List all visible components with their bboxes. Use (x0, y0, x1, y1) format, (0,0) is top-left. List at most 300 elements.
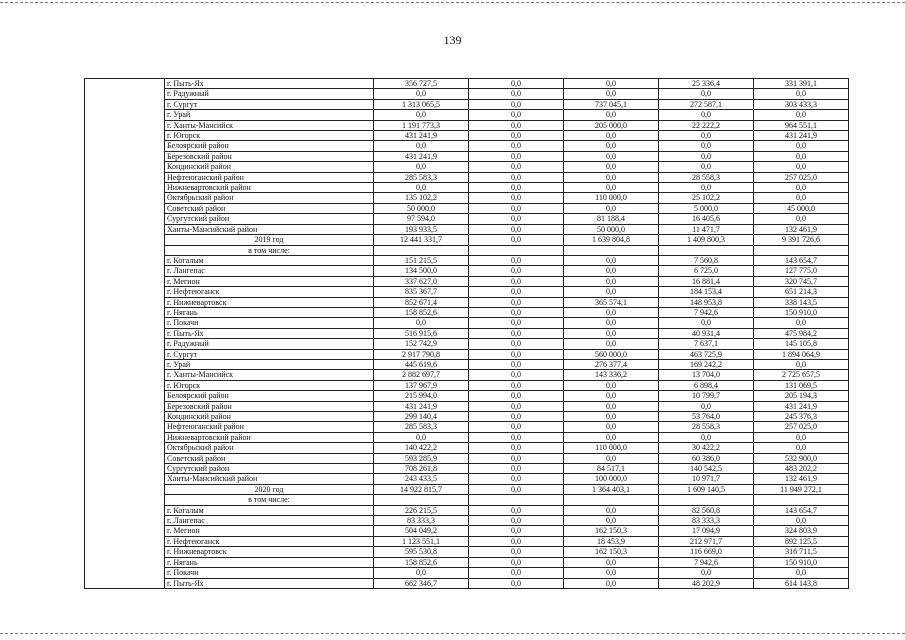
table-row (85, 183, 849, 193)
table-cell-v4: 0,0 (659, 401, 754, 411)
table-blank-cell (85, 547, 165, 557)
table-cell-v1: 593 285,9 (374, 453, 469, 463)
table-cell-v5: 257 025,0 (754, 422, 849, 432)
table-cell-v1: 445 619,6 (374, 359, 469, 369)
table-cell-name: Советский район (165, 453, 374, 463)
table-cell-v4: 0,0 (659, 131, 754, 141)
table-cell-v2: 0,0 (469, 162, 564, 172)
table-cell-v2: 0,0 (469, 484, 564, 494)
table-cell-v2: 0,0 (469, 526, 564, 536)
table-cell-v2: 0,0 (469, 120, 564, 130)
table-cell-name: г. Покачи (165, 568, 374, 578)
table-cell-v4: 11 471,7 (659, 224, 754, 234)
table-cell-name: г. Нефтеюганск (165, 287, 374, 297)
table-cell-v1: 431 241,9 (374, 151, 469, 161)
table-cell-v5: 0,0 (754, 516, 849, 526)
table-cell-v1: 0,0 (374, 432, 469, 442)
table-cell-v3: 0,0 (564, 141, 659, 151)
table-cell-v4: 28 558,3 (659, 172, 754, 182)
table-blank-cell (85, 183, 165, 193)
table-cell-name: Сургутский район (165, 214, 374, 224)
table-row (85, 318, 849, 328)
table-cell-v2: 0,0 (469, 474, 564, 484)
table-cell-v1: 151 215,5 (374, 255, 469, 265)
table-cell-v5: 0,0 (754, 183, 849, 193)
table-cell-v5: 324 803,9 (754, 526, 849, 536)
table-cell-v2: 0,0 (469, 255, 564, 265)
table-cell-v4: 7 942,6 (659, 307, 754, 317)
table-cell-v1: 0,0 (374, 110, 469, 120)
table-cell-v4: 1 409 800,3 (659, 235, 754, 245)
table-cell-v4: 0,0 (659, 432, 754, 442)
table-cell-v4: 17 094,9 (659, 526, 754, 536)
table-cell-v3: 737 045,1 (564, 99, 659, 109)
table-cell-v1: 516 915,6 (374, 328, 469, 338)
table-cell-v4: 212 971,7 (659, 536, 754, 546)
table-cell-v5: 131 069,5 (754, 380, 849, 390)
table-cell-v1: 14 922 815,7 (374, 484, 469, 494)
table-cell-v2: 0,0 (469, 224, 564, 234)
table-blank-cell (85, 422, 165, 432)
table-cell-v4: 0,0 (659, 141, 754, 151)
table-cell-v4: 5 000,0 (659, 203, 754, 213)
table-cell-v5: 132 461,9 (754, 224, 849, 234)
table-cell-v3: 0,0 (564, 380, 659, 390)
table-cell-name: г. Когалым (165, 505, 374, 515)
table-cell-v5: 614 143,8 (754, 578, 849, 588)
table-cell-name: Кондинский район (165, 412, 374, 422)
table-cell-v1: 708 261,8 (374, 464, 469, 474)
table-cell-name: г. Сургут (165, 99, 374, 109)
table-cell-v2: 0,0 (469, 557, 564, 567)
table-cell-v3: 0,0 (564, 89, 659, 99)
table-blank-cell (85, 110, 165, 120)
table-row (85, 203, 849, 213)
table-cell-v5: 431 241,9 (754, 401, 849, 411)
table-cell-v2: 0,0 (469, 380, 564, 390)
table-cell-v3: 162 150,3 (564, 526, 659, 536)
table-cell-v2: 0,0 (469, 464, 564, 474)
table-cell-v5: 2 725 657,5 (754, 370, 849, 380)
table-cell-v2: 0,0 (469, 297, 564, 307)
table-cell-v4: 53 764,0 (659, 412, 754, 422)
table-blank-cell (85, 79, 165, 89)
table-blank-cell (85, 349, 165, 359)
table-blank-cell (85, 536, 165, 546)
table-cell-v3: 84 517,1 (564, 464, 659, 474)
table-cell-name: 2020 год (165, 484, 374, 494)
table-cell-v3: 110 000,0 (564, 443, 659, 453)
table-cell-v3: 0,0 (564, 391, 659, 401)
table-row (85, 162, 849, 172)
table-cell-v4: 7 942,6 (659, 557, 754, 567)
table-cell-v4: 140 542,5 (659, 464, 754, 474)
table-cell-v1: 1 123 551,1 (374, 536, 469, 546)
table-cell-v2: 0,0 (469, 505, 564, 515)
table-cell-v4: 25 336,4 (659, 79, 754, 89)
table-blank-cell (85, 214, 165, 224)
table-cell-v4: 116 669,0 (659, 547, 754, 557)
table-cell-v5: 532 900,0 (754, 453, 849, 463)
table-cell-v4: 1 609 140,5 (659, 484, 754, 494)
table-cell-v2: 0,0 (469, 172, 564, 182)
table-cell-v1: 1 191 773,3 (374, 120, 469, 130)
table-row (85, 432, 849, 442)
table-cell-v2: 0,0 (469, 432, 564, 442)
table-cell-v1: 0,0 (374, 183, 469, 193)
table-blank-cell (85, 266, 165, 276)
table-cell-v5: 0,0 (754, 214, 849, 224)
table-cell-v4: 463 725,9 (659, 349, 754, 359)
table-cell-v4: 6 898,4 (659, 380, 754, 390)
table-blank-cell (85, 432, 165, 442)
table-cell-v5: 205 194,3 (754, 391, 849, 401)
table-cell-v1: 835 367,7 (374, 287, 469, 297)
table-blank-cell (85, 120, 165, 130)
table-cell-v2: 0,0 (469, 370, 564, 380)
table-cell-v5: 45 000,0 (754, 203, 849, 213)
table-cell-v3: 100 000,0 (564, 474, 659, 484)
table-cell-v4: 184 153,4 (659, 287, 754, 297)
table-cell-v2: 0,0 (469, 516, 564, 526)
table-cell-name: Кондинский район (165, 162, 374, 172)
table-cell-v4: 0,0 (659, 183, 754, 193)
table-cell-v4: 148 953,8 (659, 297, 754, 307)
table-cell-v2: 0,0 (469, 318, 564, 328)
table-blank-cell (85, 526, 165, 536)
table-cell-v4: 30 422,2 (659, 443, 754, 453)
table-row (85, 401, 849, 411)
table-cell-v3: 0,0 (564, 516, 659, 526)
table-cell-v5: 143 654,7 (754, 505, 849, 515)
table-cell-v3: 0,0 (564, 339, 659, 349)
table-cell-v5: 257 025,0 (754, 172, 849, 182)
table-cell-v2: 0,0 (469, 89, 564, 99)
table-cell-v4: 0,0 (659, 318, 754, 328)
table-cell-v5: 0,0 (754, 141, 849, 151)
table-cell-v4: 48 202,9 (659, 578, 754, 588)
table-cell-name: г. Нягань (165, 307, 374, 317)
table-cell-v5: 0,0 (754, 568, 849, 578)
table-row (85, 370, 849, 380)
table-blank-cell (85, 380, 165, 390)
table-cell-v4: 16 405,6 (659, 214, 754, 224)
table-cell-v2 (469, 245, 564, 255)
table-blank-cell (85, 162, 165, 172)
table-cell-name: Ханты-Мансийский район (165, 474, 374, 484)
table-cell-v1: 83 333,3 (374, 516, 469, 526)
table-cell-v3: 0,0 (564, 162, 659, 172)
table-cell-v5: 245 376,3 (754, 412, 849, 422)
table-cell-v1: 140 422,2 (374, 443, 469, 453)
table-cell-v5: 475 984,2 (754, 328, 849, 338)
table-cell-v4: 169 242,2 (659, 359, 754, 369)
table-row (85, 328, 849, 338)
table-cell-v3: 0,0 (564, 422, 659, 432)
table-row (85, 474, 849, 484)
table-row (85, 422, 849, 432)
table-cell-name: Октябрьский район (165, 193, 374, 203)
table-row (85, 131, 849, 141)
table-blank-cell (85, 391, 165, 401)
table-cell-v2: 0,0 (469, 79, 564, 89)
table-cell-name: г. Сургут (165, 349, 374, 359)
table-row (85, 120, 849, 130)
table-cell-v3: 0,0 (564, 110, 659, 120)
table-cell-v1: 215 994,0 (374, 391, 469, 401)
table-cell-v3: 0,0 (564, 131, 659, 141)
table-blank-cell (85, 245, 165, 255)
table-cell-name: Сургутский район (165, 464, 374, 474)
table-cell-v1: 0,0 (374, 162, 469, 172)
table-cell-v3: 0,0 (564, 172, 659, 182)
table-row (85, 557, 849, 567)
table-blank-cell (85, 516, 165, 526)
table-cell-v2: 0,0 (469, 536, 564, 546)
table-blank-cell (85, 484, 165, 494)
table-cell-v1: 243 433,5 (374, 474, 469, 484)
table-cell-v4: 13 704,0 (659, 370, 754, 380)
table-cell-v3: 560 000,0 (564, 349, 659, 359)
table-cell-v1: 662 346,7 (374, 578, 469, 588)
table-cell-v1: 595 530,8 (374, 547, 469, 557)
table-cell-v3: 0,0 (564, 401, 659, 411)
table-cell-v1: 0,0 (374, 89, 469, 99)
table-cell-name: Нефтеюганский район (165, 172, 374, 182)
table-cell-v3: 276 377,4 (564, 359, 659, 369)
table-cell-v2: 0,0 (469, 193, 564, 203)
table-cell-v2: 0,0 (469, 328, 564, 338)
table-row (85, 453, 849, 463)
table-row (85, 526, 849, 536)
table-cell-v3: 0,0 (564, 266, 659, 276)
table-cell-v5: 1 894 064,9 (754, 349, 849, 359)
table-row (85, 380, 849, 390)
table-blank-cell (85, 464, 165, 474)
table-cell-v1: 0,0 (374, 141, 469, 151)
table-cell-v4: 0,0 (659, 151, 754, 161)
table-cell-v4: 25 102,2 (659, 193, 754, 203)
table-blank-cell (85, 287, 165, 297)
table-cell-name: Ханты-Мансийский район (165, 224, 374, 234)
table-cell-v2: 0,0 (469, 359, 564, 369)
table-cell-v3: 0,0 (564, 557, 659, 567)
table-cell-v5: 0,0 (754, 432, 849, 442)
table-cell-v3: 205 000,0 (564, 120, 659, 130)
table-cell-v5: 338 143,5 (754, 297, 849, 307)
table-cell-v5: 9 391 726,6 (754, 235, 849, 245)
table-cell-v2: 0,0 (469, 131, 564, 141)
table-cell-v3: 0,0 (564, 276, 659, 286)
table-cell-v1: 2 882 697,7 (374, 370, 469, 380)
table-cell-v3: 1 639 804,8 (564, 235, 659, 245)
table-cell-name: г. Мегион (165, 526, 374, 536)
table-cell-name: Нижневартовский район (165, 432, 374, 442)
table-cell-v3: 110 000,0 (564, 193, 659, 203)
table-row-subheading (85, 245, 849, 255)
table-row (85, 276, 849, 286)
table-cell-v3: 0,0 (564, 328, 659, 338)
table-cell-v5 (754, 245, 849, 255)
table-cell-name: 2019 год (165, 235, 374, 245)
table-cell-v1: 431 241,9 (374, 131, 469, 141)
table-cell-v4: 0,0 (659, 110, 754, 120)
table-cell-v2: 0,0 (469, 443, 564, 453)
table-blank-cell (85, 401, 165, 411)
table-cell-v1: 97 594,0 (374, 214, 469, 224)
table-cell-v1: 852 671,4 (374, 297, 469, 307)
table-cell-v1 (374, 245, 469, 255)
table-cell-v1: 158 852,6 (374, 557, 469, 567)
table-cell-v2: 0,0 (469, 349, 564, 359)
table-cell-name: г. Покачи (165, 318, 374, 328)
table-cell-v1: 50 000,0 (374, 203, 469, 213)
table-cell-v2: 0,0 (469, 110, 564, 120)
table-cell-v5: 150 910,0 (754, 307, 849, 317)
table-cell-v4: 60 386,0 (659, 453, 754, 463)
table-cell-v3: 0,0 (564, 79, 659, 89)
table-cell-v3: 0,0 (564, 203, 659, 213)
table-cell-v3: 0,0 (564, 505, 659, 515)
top-scan-border (0, 2, 905, 3)
table-cell-name: г. Лангепас (165, 266, 374, 276)
table-row (85, 110, 849, 120)
table-cell-v1: 2 917 790,8 (374, 349, 469, 359)
table-blank-cell (85, 505, 165, 515)
table-blank-cell (85, 443, 165, 453)
table-row (85, 89, 849, 99)
budget-table (84, 78, 849, 589)
table-blank-cell (85, 495, 165, 505)
table-blank-cell (85, 412, 165, 422)
table-blank-cell (85, 141, 165, 151)
table-body (85, 79, 849, 589)
table-cell-v1: 152 742,9 (374, 339, 469, 349)
table-cell-v5: 331 391,1 (754, 79, 849, 89)
table-cell-name: Березовский район (165, 401, 374, 411)
table-cell-name: г. Нефтеюганск (165, 536, 374, 546)
table-cell-v3: 0,0 (564, 453, 659, 463)
table-cell-v4: 82 560,8 (659, 505, 754, 515)
table-row (85, 536, 849, 546)
table-cell-v1: 135 102,2 (374, 193, 469, 203)
table-cell-v3: 18 453,9 (564, 536, 659, 546)
table-cell-name: в том числе: (165, 245, 374, 255)
table-blank-cell (85, 99, 165, 109)
table-cell-v3: 50 000,0 (564, 224, 659, 234)
table-blank-cell (85, 297, 165, 307)
table-cell-v4: 28 558,3 (659, 422, 754, 432)
table-cell-v3: 143 336,2 (564, 370, 659, 380)
table-cell-v5: 0,0 (754, 193, 849, 203)
table-row (85, 141, 849, 151)
table-blank-cell (85, 235, 165, 245)
table-cell-v4: 0,0 (659, 568, 754, 578)
page-number: 139 (443, 33, 462, 47)
table-cell-name: г. Югорск (165, 380, 374, 390)
table-cell-v5: 0,0 (754, 151, 849, 161)
table-cell-v5: 0,0 (754, 162, 849, 172)
table-cell-v3 (564, 495, 659, 505)
table-row (85, 547, 849, 557)
table-cell-v4: 83 333,3 (659, 516, 754, 526)
table-cell-v2: 0,0 (469, 235, 564, 245)
table-row (85, 255, 849, 265)
table-cell-v1: 1 313 065,5 (374, 99, 469, 109)
table-cell-v4 (659, 245, 754, 255)
table-row (85, 297, 849, 307)
table-blank-cell (85, 89, 165, 99)
table-cell-v5: 0,0 (754, 110, 849, 120)
table-cell-name: г. Нижневартовск (165, 547, 374, 557)
table-cell-v3: 0,0 (564, 183, 659, 193)
table-cell-v2: 0,0 (469, 401, 564, 411)
table-cell-name: г. Нягань (165, 557, 374, 567)
table-cell-v2: 0,0 (469, 547, 564, 557)
table-cell-v5: 0,0 (754, 359, 849, 369)
table-cell-v5: 303 433,3 (754, 99, 849, 109)
table-cell-name: г. Нижневартовск (165, 297, 374, 307)
table-cell-v5: 651 214,3 (754, 287, 849, 297)
table-cell-name: Нефтеюганский район (165, 422, 374, 432)
table-cell-v1: 504 049,2 (374, 526, 469, 536)
table-row (85, 568, 849, 578)
table-blank-cell (85, 318, 165, 328)
table-blank-cell (85, 578, 165, 588)
table-row (85, 339, 849, 349)
table-blank-cell (85, 151, 165, 161)
table-cell-v1: 134 500,0 (374, 266, 469, 276)
table-cell-v2: 0,0 (469, 183, 564, 193)
table-cell-name: Белоярский район (165, 141, 374, 151)
table-row (85, 224, 849, 234)
table-cell-v3: 81 188,4 (564, 214, 659, 224)
table-row (85, 464, 849, 474)
table-cell-v3: 0,0 (564, 578, 659, 588)
table-cell-v5 (754, 495, 849, 505)
table-row (85, 307, 849, 317)
table-cell-v5: 0,0 (754, 89, 849, 99)
table-row (85, 214, 849, 224)
table-cell-v2: 0,0 (469, 578, 564, 588)
table-cell-v2: 0,0 (469, 214, 564, 224)
table-row (85, 412, 849, 422)
table-cell-v3: 0,0 (564, 307, 659, 317)
table-row (85, 443, 849, 453)
table-cell-v3: 162 150,3 (564, 547, 659, 557)
table-cell-v5: 11 949 272,1 (754, 484, 849, 494)
table-blank-cell (85, 203, 165, 213)
table-cell-v1 (374, 495, 469, 505)
table-cell-v2: 0,0 (469, 453, 564, 463)
table-cell-v3: 0,0 (564, 432, 659, 442)
table-blank-cell (85, 276, 165, 286)
table-cell-v2: 0,0 (469, 141, 564, 151)
table-cell-v1: 285 583,3 (374, 172, 469, 182)
table-row (85, 79, 849, 89)
table-cell-name: г. Лангепас (165, 516, 374, 526)
table-cell-v4: 7 637,1 (659, 339, 754, 349)
table-cell-v4: 6 725,0 (659, 266, 754, 276)
table-cell-name: Октябрьский район (165, 443, 374, 453)
table-cell-v3: 0,0 (564, 318, 659, 328)
table-cell-v5: 127 775,0 (754, 266, 849, 276)
table-cell-v1: 12 441 331,7 (374, 235, 469, 245)
table-cell-v2 (469, 495, 564, 505)
table-cell-v1: 356 727,5 (374, 79, 469, 89)
table-cell-v3 (564, 245, 659, 255)
table-cell-v5: 0,0 (754, 318, 849, 328)
